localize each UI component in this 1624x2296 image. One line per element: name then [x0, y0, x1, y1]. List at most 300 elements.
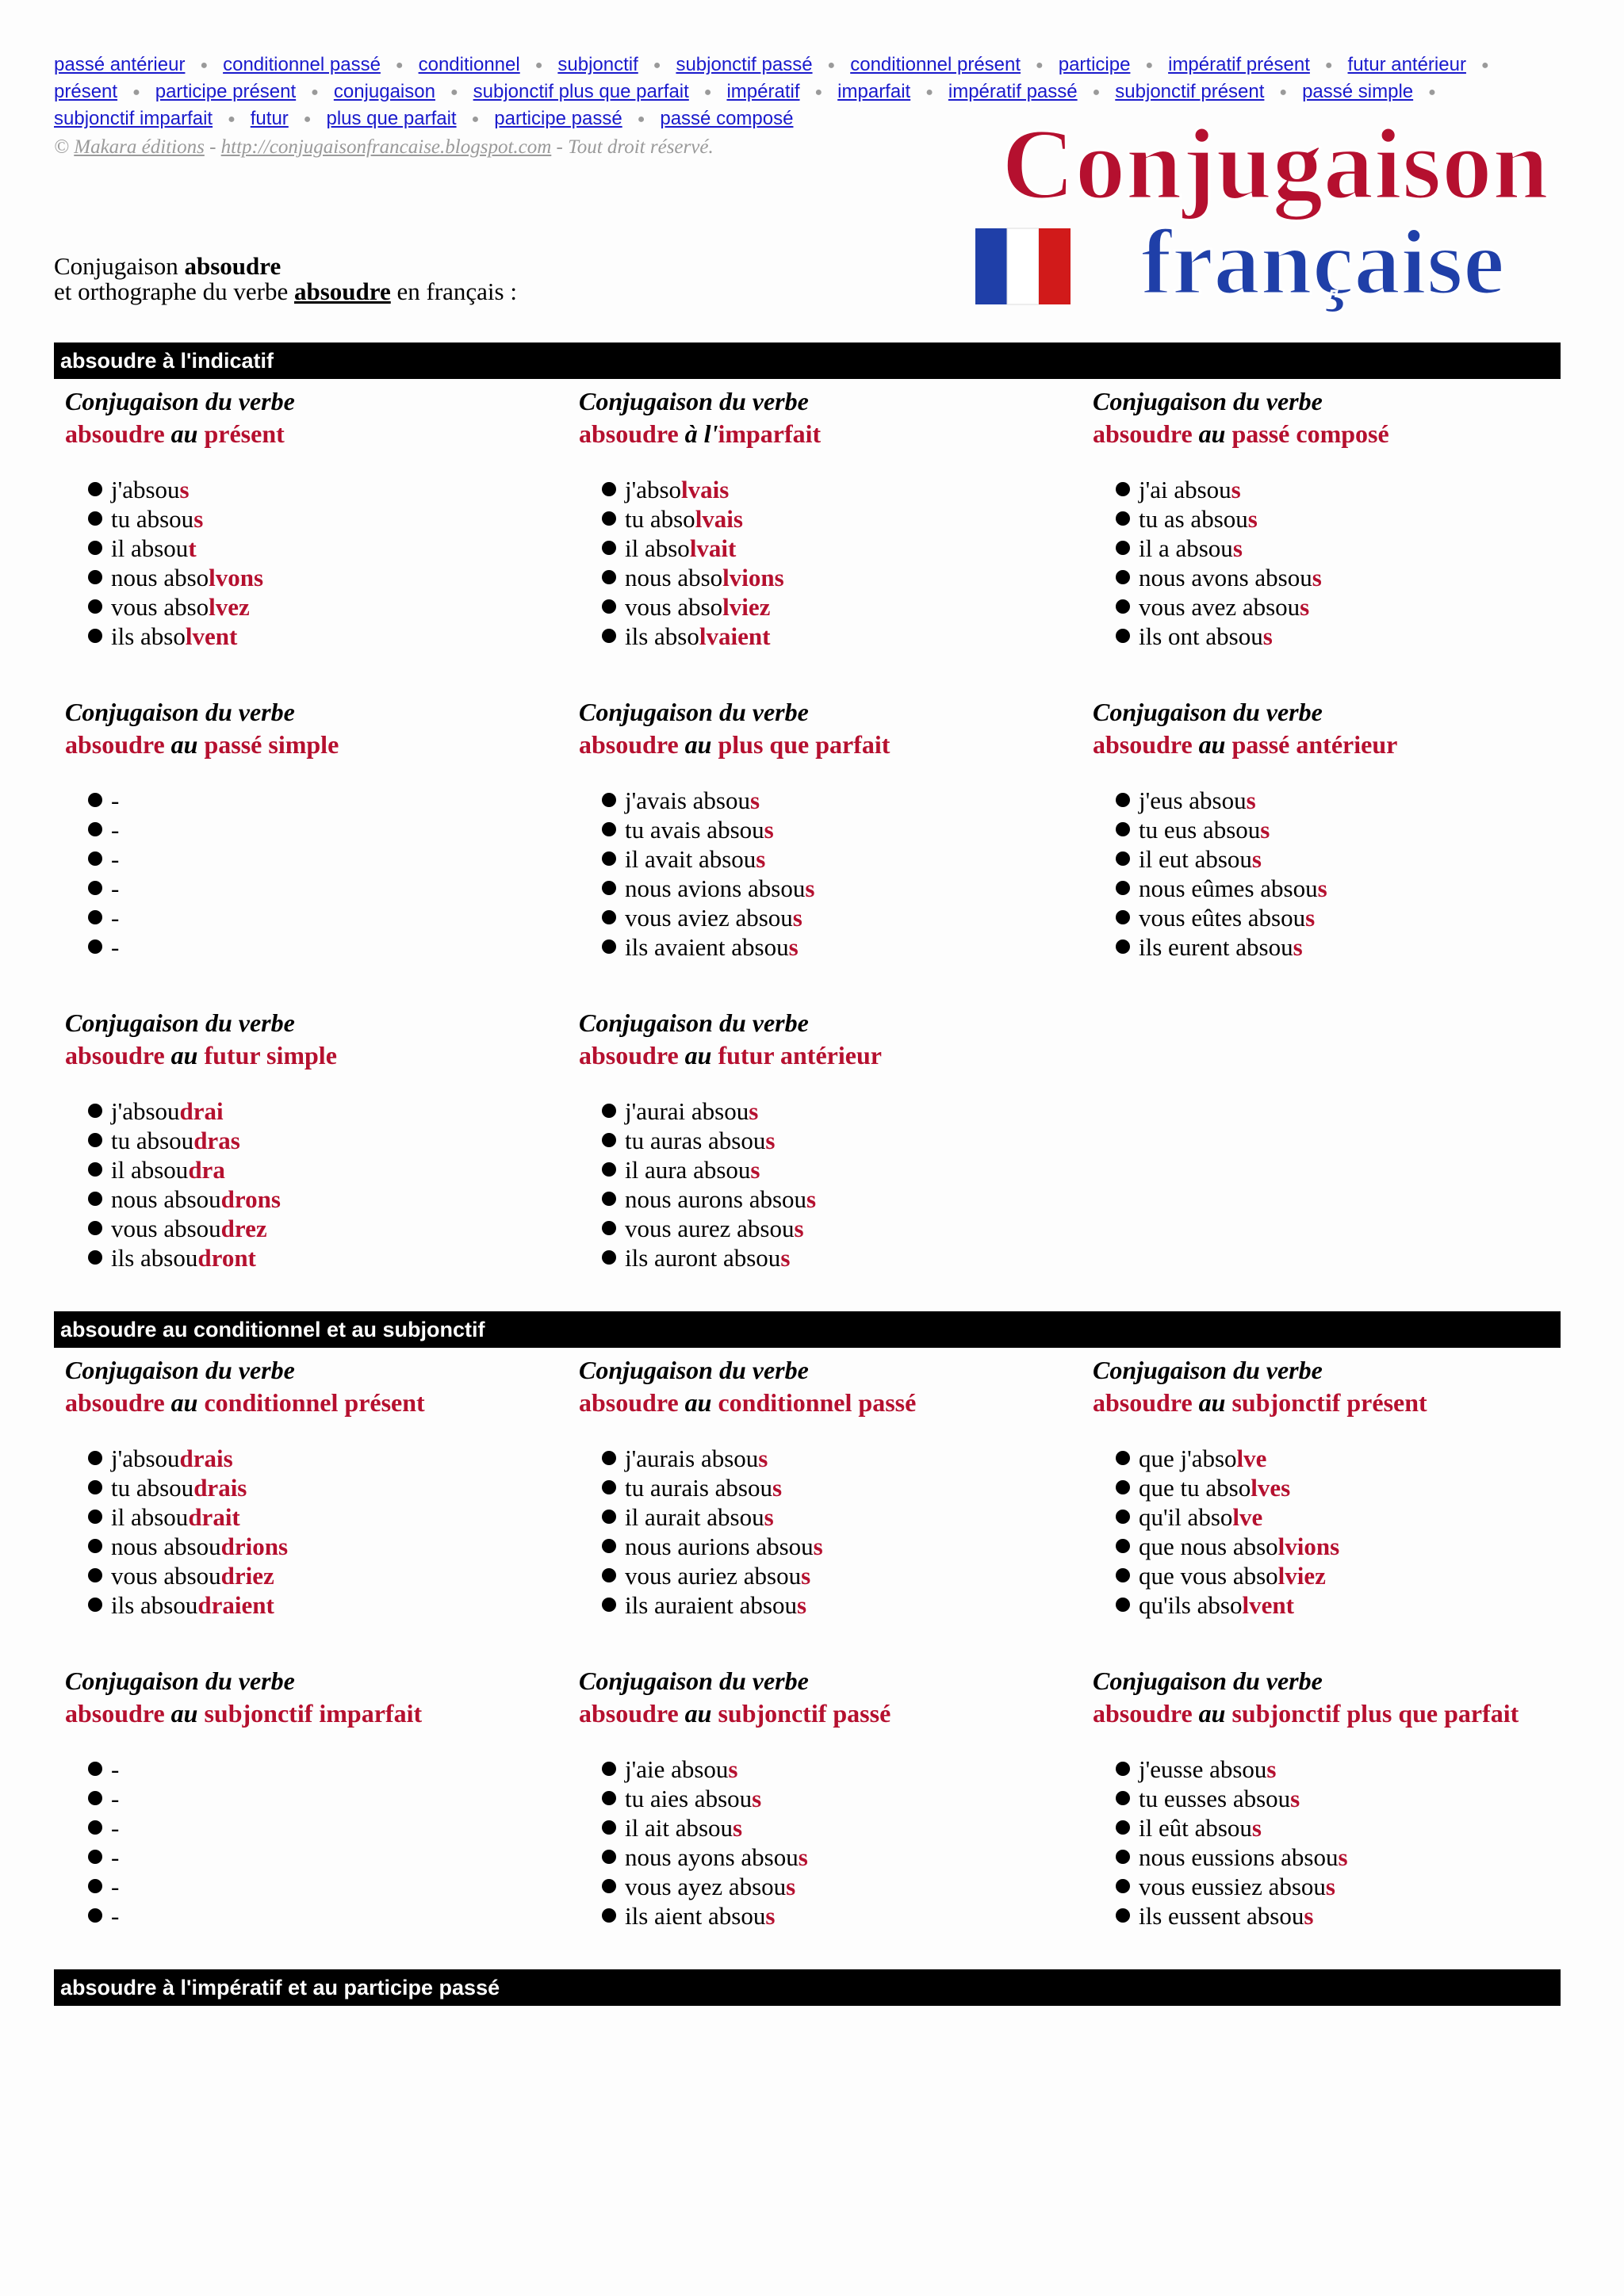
block-tense-title [1093, 1387, 1600, 1419]
block-verb: absoudre [579, 730, 679, 759]
form-ending: s [1305, 904, 1316, 932]
bullet-icon [602, 793, 616, 807]
nav-link[interactable]: plus que parfait [326, 108, 457, 129]
form-stem: nous aurions absou [625, 1533, 814, 1560]
nav-link[interactable]: participe passé [494, 108, 622, 129]
conjugation-form [1139, 1813, 1600, 1843]
block-preposition: au [170, 1388, 198, 1417]
bullet-icon [602, 881, 616, 895]
bullet-icon [602, 511, 616, 526]
conjugation-block [579, 1007, 1086, 1272]
block-preposition: au [1198, 419, 1226, 448]
form-ending: s [813, 1533, 823, 1560]
form-ending: drez [220, 1215, 267, 1242]
copyright-prefix: © [54, 136, 75, 158]
form-stem: tu auras absou [625, 1127, 766, 1154]
form-ending: t [188, 534, 197, 562]
bullet-icon [602, 1250, 616, 1265]
conjugation-form [625, 874, 1086, 903]
conjugation-form [111, 1214, 573, 1243]
nav-link[interactable]: passé antérieur [54, 54, 186, 75]
form-ending: s [806, 1185, 817, 1213]
conjugation-list [1093, 475, 1600, 651]
form-stem: que nous abso [1139, 1533, 1278, 1560]
nav-link[interactable]: passé composé [660, 108, 794, 129]
conjugation-form [625, 622, 1086, 651]
conjugation-form [111, 844, 573, 874]
section-header: absoudre au conditionnel et au subjonctif [54, 1311, 1561, 1348]
form-ending: lve [1236, 1445, 1267, 1472]
block-tense: présent [204, 419, 285, 448]
site-url-link[interactable]: http://conjugaisonfrancaise.blogspot.com [220, 136, 552, 158]
form-stem: vous aurez absou [625, 1215, 795, 1242]
form-stem: vous aviez absou [625, 904, 793, 932]
form-ending: lvent [1242, 1591, 1294, 1619]
bullet-icon [1116, 570, 1130, 584]
form-stem: nous aurons absou [625, 1185, 807, 1213]
conjugation-form [625, 475, 1086, 504]
form-stem: vous eûtes absou [1139, 904, 1306, 932]
form-stem: il absou [111, 1156, 189, 1184]
form-stem: ils auraient absou [625, 1591, 797, 1619]
nav-link[interactable]: impératif présent [1168, 54, 1310, 75]
section-header: absoudre à l'indicatif [54, 342, 1561, 379]
conjugation-form [1139, 932, 1600, 962]
nav-link[interactable]: subjonctif [557, 54, 638, 75]
form-ending: s [1300, 593, 1310, 621]
intro-line2 [54, 279, 517, 304]
form-stem: nous eûmes absou [1139, 874, 1318, 902]
conjugation-form [1139, 622, 1600, 651]
block-preposition: au [170, 730, 198, 759]
form-stem: tu avais absou [625, 816, 764, 844]
conjugation-form [1139, 534, 1600, 563]
nav-link[interactable]: conditionnel passé [223, 54, 381, 75]
form-stem: que vous abso [1139, 1562, 1278, 1590]
conjugation-form [111, 1901, 573, 1931]
conjugation-form [111, 1755, 573, 1784]
conjugation-list [579, 786, 1086, 962]
form-stem: j'absou [111, 1445, 180, 1472]
conjugation-form [111, 874, 573, 903]
form-ending: drions [220, 1533, 289, 1560]
bullet-icon [88, 1192, 102, 1206]
block-preposition: au [684, 730, 712, 759]
block-heading: Conjugaison du verbe [579, 1667, 809, 1695]
conjugation-block [65, 1354, 573, 1620]
form-ending: dront [197, 1244, 256, 1272]
form-ending: lvez [209, 593, 250, 621]
bullet-icon [1116, 1879, 1130, 1893]
bullet-icon [88, 1133, 102, 1147]
bullet-icon [1116, 851, 1130, 866]
form-ending: s [1262, 622, 1273, 650]
form-stem: nous avions absou [625, 874, 806, 902]
bullet-icon [1116, 793, 1130, 807]
block-tense: passé antérieur [1231, 730, 1398, 759]
nav-link[interactable]: conjugaison [333, 81, 435, 102]
bullet-icon [88, 1451, 102, 1465]
form-stem: il absou [111, 1503, 189, 1531]
block-tense-title [579, 1387, 1086, 1419]
bullet-icon [88, 1162, 102, 1177]
form-ending: s [786, 1873, 796, 1900]
block-heading: Conjugaison du verbe [1093, 1667, 1323, 1695]
block-preposition: au [1198, 1388, 1226, 1417]
conjugation-form [111, 1561, 573, 1590]
bullet-icon [1116, 1908, 1130, 1923]
conjugation-list [579, 1755, 1086, 1931]
nav-separator-dot: ● [534, 59, 543, 72]
bullet-icon [88, 881, 102, 895]
conjugation-form [1139, 1590, 1600, 1620]
nav-link[interactable]: participe [1058, 54, 1131, 75]
form-stem: tu absou [111, 505, 194, 533]
bullet-icon [88, 1250, 102, 1265]
bullet-icon [602, 1480, 616, 1494]
form-stem: tu eus absou [1139, 816, 1261, 844]
bullet-icon [88, 851, 102, 866]
form-stem: tu as absou [1139, 505, 1248, 533]
form-ending: s [764, 816, 774, 844]
bullet-icon [88, 482, 102, 496]
form-ending: s [1266, 1755, 1277, 1783]
block-heading: Conjugaison du verbe [65, 1008, 295, 1037]
form-ending: lvons [209, 564, 264, 591]
form-stem: - [111, 874, 120, 902]
nav-separator-dot: ● [637, 113, 645, 126]
block-heading: Conjugaison du verbe [1093, 698, 1323, 726]
block-verb: absoudre [579, 1388, 679, 1417]
nav-link[interactable]: conditionnel présent [850, 54, 1021, 75]
form-ending: s [1260, 816, 1270, 844]
nav-link[interactable]: participe présent [155, 81, 297, 102]
form-ending: s [764, 1503, 774, 1531]
form-stem: vous avez absou [1139, 593, 1300, 621]
nav-link[interactable]: impératif passé [948, 81, 1078, 102]
nav-link[interactable]: subjonctif plus que parfait [473, 81, 689, 102]
bullet-icon [88, 793, 102, 807]
form-ending: s [728, 1755, 738, 1783]
form-stem: - [111, 904, 120, 932]
conjugation-form [111, 475, 573, 504]
form-ending: lvions [1277, 1533, 1340, 1560]
block-preposition: au [170, 1699, 198, 1728]
nav-link[interactable]: impératif [726, 81, 800, 102]
block-verb: absoudre [65, 1388, 165, 1417]
block-verb: absoudre [1093, 730, 1193, 759]
form-stem: ils absou [111, 1244, 198, 1272]
block-tense: passé simple [204, 730, 339, 759]
bullet-icon [602, 1133, 616, 1147]
conjugation-form [111, 534, 573, 563]
form-ending: s [749, 1097, 759, 1125]
nav-link[interactable]: subjonctif imparfait [54, 108, 213, 129]
conjugation-form [625, 1184, 1086, 1214]
conjugation-form [625, 1561, 1086, 1590]
form-stem: - [111, 1755, 120, 1783]
nav-separator-dot: ● [471, 113, 480, 126]
block-heading: Conjugaison du verbe [1093, 1356, 1323, 1384]
form-stem: tu abso [625, 505, 695, 533]
bullet-icon [88, 1568, 102, 1582]
block-preposition: au [170, 419, 198, 448]
form-stem: vous abso [625, 593, 723, 621]
conjugation-form [1139, 1784, 1600, 1813]
conjugation-form [625, 932, 1086, 962]
form-ending: s [1232, 534, 1243, 562]
conjugation-form [625, 1755, 1086, 1784]
form-ending: lvions [722, 564, 784, 591]
conjugation-block [579, 385, 1086, 651]
block-tense-title [65, 1387, 573, 1419]
conjugation-form [625, 1784, 1086, 1813]
conjugation-form [111, 1590, 573, 1620]
block-heading: Conjugaison du verbe [579, 387, 809, 415]
form-stem: j'eusse absou [1139, 1755, 1267, 1783]
block-tense-title [579, 1039, 1086, 1072]
bullet-icon [88, 822, 102, 836]
block-heading: Conjugaison du verbe [1093, 387, 1323, 415]
bullet-icon [88, 1510, 102, 1524]
conjugation-form [111, 1096, 573, 1126]
bullet-icon [602, 910, 616, 924]
copyright-dash: - [204, 136, 221, 158]
form-stem: j'eus absou [1139, 786, 1247, 814]
block-verb: absoudre [1093, 1388, 1193, 1417]
form-ending: lvaient [699, 622, 771, 650]
form-stem: ils absou [111, 1591, 198, 1619]
form-ending: lvais [695, 505, 743, 533]
conjugation-list [579, 1444, 1086, 1620]
bullet-icon [602, 1791, 616, 1805]
conjugation-form [111, 1872, 573, 1901]
conjugation-form [625, 1214, 1086, 1243]
conjugation-block [1093, 696, 1600, 962]
bullet-icon [88, 939, 102, 954]
nav-separator-dot: ● [1279, 86, 1288, 99]
form-stem: ils ont absou [1139, 622, 1263, 650]
form-ending: drait [188, 1503, 240, 1531]
conjugation-block [65, 385, 573, 651]
conjugation-form [1139, 815, 1600, 844]
flag-red [1039, 228, 1071, 304]
conjugation-form [1139, 844, 1600, 874]
block-tense-title [65, 418, 573, 450]
conjugation-form [1139, 592, 1600, 622]
form-ending: s [801, 1562, 811, 1590]
block-tense-title [579, 1697, 1086, 1730]
block-preposition: au [684, 1699, 712, 1728]
form-ending: s [1290, 1785, 1300, 1812]
block-verb: absoudre [65, 1699, 165, 1728]
nav-separator-dot: ● [1480, 59, 1489, 72]
block-heading: Conjugaison du verbe [579, 1008, 809, 1037]
conjugation-form [1139, 786, 1600, 815]
conjugation-form [111, 1184, 573, 1214]
nav-link[interactable]: subjonctif présent [1115, 81, 1265, 102]
intro-line1 [54, 254, 517, 279]
bullet-icon [1116, 541, 1130, 555]
nav-separator-dot: ● [827, 59, 836, 72]
nav-link[interactable]: futur antérieur [1347, 54, 1466, 75]
conjugation-form [1139, 903, 1600, 932]
conjugation-form [625, 563, 1086, 592]
form-ending: lves [1251, 1474, 1291, 1502]
bullet-icon [88, 511, 102, 526]
nav-separator-dot: ● [228, 113, 236, 126]
conjugation-form [1139, 1872, 1600, 1901]
bullet-icon [88, 1908, 102, 1923]
conjugation-list [65, 786, 573, 962]
bullet-icon [88, 910, 102, 924]
conjugation-form [111, 1843, 573, 1872]
bullet-icon [1116, 1539, 1130, 1553]
conjugation-block [1093, 385, 1600, 651]
conjugation-list [1093, 1755, 1600, 1931]
conjugation-form [625, 534, 1086, 563]
block-heading: Conjugaison du verbe [65, 698, 295, 726]
bullet-icon [602, 1879, 616, 1893]
block-preposition: à l' [684, 419, 718, 448]
nav-link[interactable]: présent [54, 81, 118, 102]
form-stem: nous eussions absou [1139, 1843, 1339, 1871]
form-ending: s [750, 1156, 760, 1184]
form-stem: vous absou [111, 1215, 221, 1242]
logo-line1: Conjugaison [1002, 109, 1549, 220]
copyright-suffix: - Tout droit réservé. [551, 136, 714, 158]
block-tense: passé composé [1231, 419, 1389, 448]
block-tense: futur simple [204, 1041, 337, 1070]
conjugation-form [625, 844, 1086, 874]
bullet-icon [602, 1451, 616, 1465]
block-tense-title [65, 1039, 573, 1072]
bullet-icon [88, 1104, 102, 1118]
bullet-icon [602, 1162, 616, 1177]
publisher-link[interactable]: Makara éditions [74, 136, 205, 158]
form-stem: vous ayez absou [625, 1873, 787, 1900]
intro-line1-prefix: Conjugaison [54, 252, 185, 280]
flag-blue [975, 228, 1007, 304]
conjugation-form [111, 1126, 573, 1155]
intro-line2-prefix: et orthographe du verbe [54, 277, 294, 305]
form-stem: j'avais absou [625, 786, 750, 814]
form-ending: s [765, 1902, 776, 1930]
bullet-icon [88, 1820, 102, 1835]
bullet-icon [602, 1908, 616, 1923]
form-stem: tu absou [111, 1127, 194, 1154]
form-stem: tu absou [111, 1474, 194, 1502]
block-preposition: au [684, 1388, 712, 1417]
conjugation-form [625, 1096, 1086, 1126]
nav-separator-dot: ● [1036, 59, 1044, 72]
block-preposition: au [684, 1041, 712, 1070]
bullet-icon [602, 822, 616, 836]
nav-link[interactable]: passé simple [1302, 81, 1414, 102]
form-ending: s [1293, 933, 1303, 961]
conjugation-form [625, 786, 1086, 815]
block-tense: subjonctif passé [718, 1699, 891, 1728]
form-stem: vous abso [111, 593, 209, 621]
form-stem: tu aurais absou [625, 1474, 772, 1502]
nav-separator-dot: ● [653, 59, 661, 72]
block-heading: Conjugaison du verbe [579, 1356, 809, 1384]
conjugation-form [111, 903, 573, 932]
conjugation-form [1139, 1755, 1600, 1784]
bullet-icon [88, 1762, 102, 1776]
block-tense-title [1093, 418, 1600, 450]
nav-link[interactable]: subjonctif passé [676, 54, 813, 75]
conjugation-block [579, 1354, 1086, 1620]
conjugation-form [1139, 874, 1600, 903]
conjugation-form [625, 1843, 1086, 1872]
block-tense: plus que parfait [718, 730, 891, 759]
bullet-icon [1116, 939, 1130, 954]
form-stem: j'aurai absou [625, 1097, 749, 1125]
bullet-icon [88, 1221, 102, 1235]
block-tense-title [1093, 1697, 1600, 1730]
form-ending: dra [188, 1156, 225, 1184]
form-ending: s [179, 476, 190, 503]
form-stem: qu'il abso [1139, 1503, 1233, 1531]
conjugation-form [1139, 1843, 1600, 1872]
bullet-icon [88, 1539, 102, 1553]
conjugaison-francaise-logo [966, 109, 1584, 323]
form-stem: tu aies absou [625, 1785, 753, 1812]
page [54, 52, 1561, 1999]
nav-link[interactable]: imparfait [837, 81, 911, 102]
nav-link[interactable]: futur [250, 108, 289, 129]
nav-link[interactable]: conditionnel [418, 54, 520, 75]
form-ending: s [794, 1215, 804, 1242]
form-stem: - [111, 816, 120, 844]
form-stem: j'aurais absou [625, 1445, 759, 1472]
bullet-icon [602, 629, 616, 643]
bullet-icon [1116, 1791, 1130, 1805]
intro-verb-link[interactable]: absoudre [294, 277, 391, 305]
form-stem: nous abso [625, 564, 723, 591]
form-stem: - [111, 845, 120, 873]
block-tense-title [65, 1697, 573, 1730]
bullet-icon [1116, 1480, 1130, 1494]
form-ending: lvais [681, 476, 730, 503]
block-tense-title [579, 729, 1086, 761]
block-tense: conditionnel passé [718, 1388, 917, 1417]
form-stem: il absou [111, 534, 189, 562]
form-stem: j'absou [111, 476, 180, 503]
form-ending: lviez [722, 593, 771, 621]
nav-separator-dot: ● [311, 86, 319, 99]
bullet-icon [602, 1539, 616, 1553]
block-verb: absoudre [579, 1041, 679, 1070]
bullet-icon [602, 1850, 616, 1864]
logo-line2: française [1140, 210, 1505, 314]
conjugation-list [1093, 786, 1600, 962]
nav-separator-dot: ● [1145, 59, 1154, 72]
form-stem: nous abso [111, 564, 209, 591]
block-verb: absoudre [1093, 1699, 1193, 1728]
block-heading: Conjugaison du verbe [65, 1356, 295, 1384]
block-tense: subjonctif plus que parfait [1231, 1699, 1519, 1728]
form-ending: s [780, 1244, 791, 1272]
conjugation-form [625, 1243, 1086, 1272]
conjugation-block [65, 696, 573, 962]
conjugation-form [111, 1155, 573, 1184]
bullet-icon [88, 570, 102, 584]
bullet-icon [88, 541, 102, 555]
conjugation-form [111, 1473, 573, 1502]
conjugation-form [1139, 1502, 1600, 1532]
